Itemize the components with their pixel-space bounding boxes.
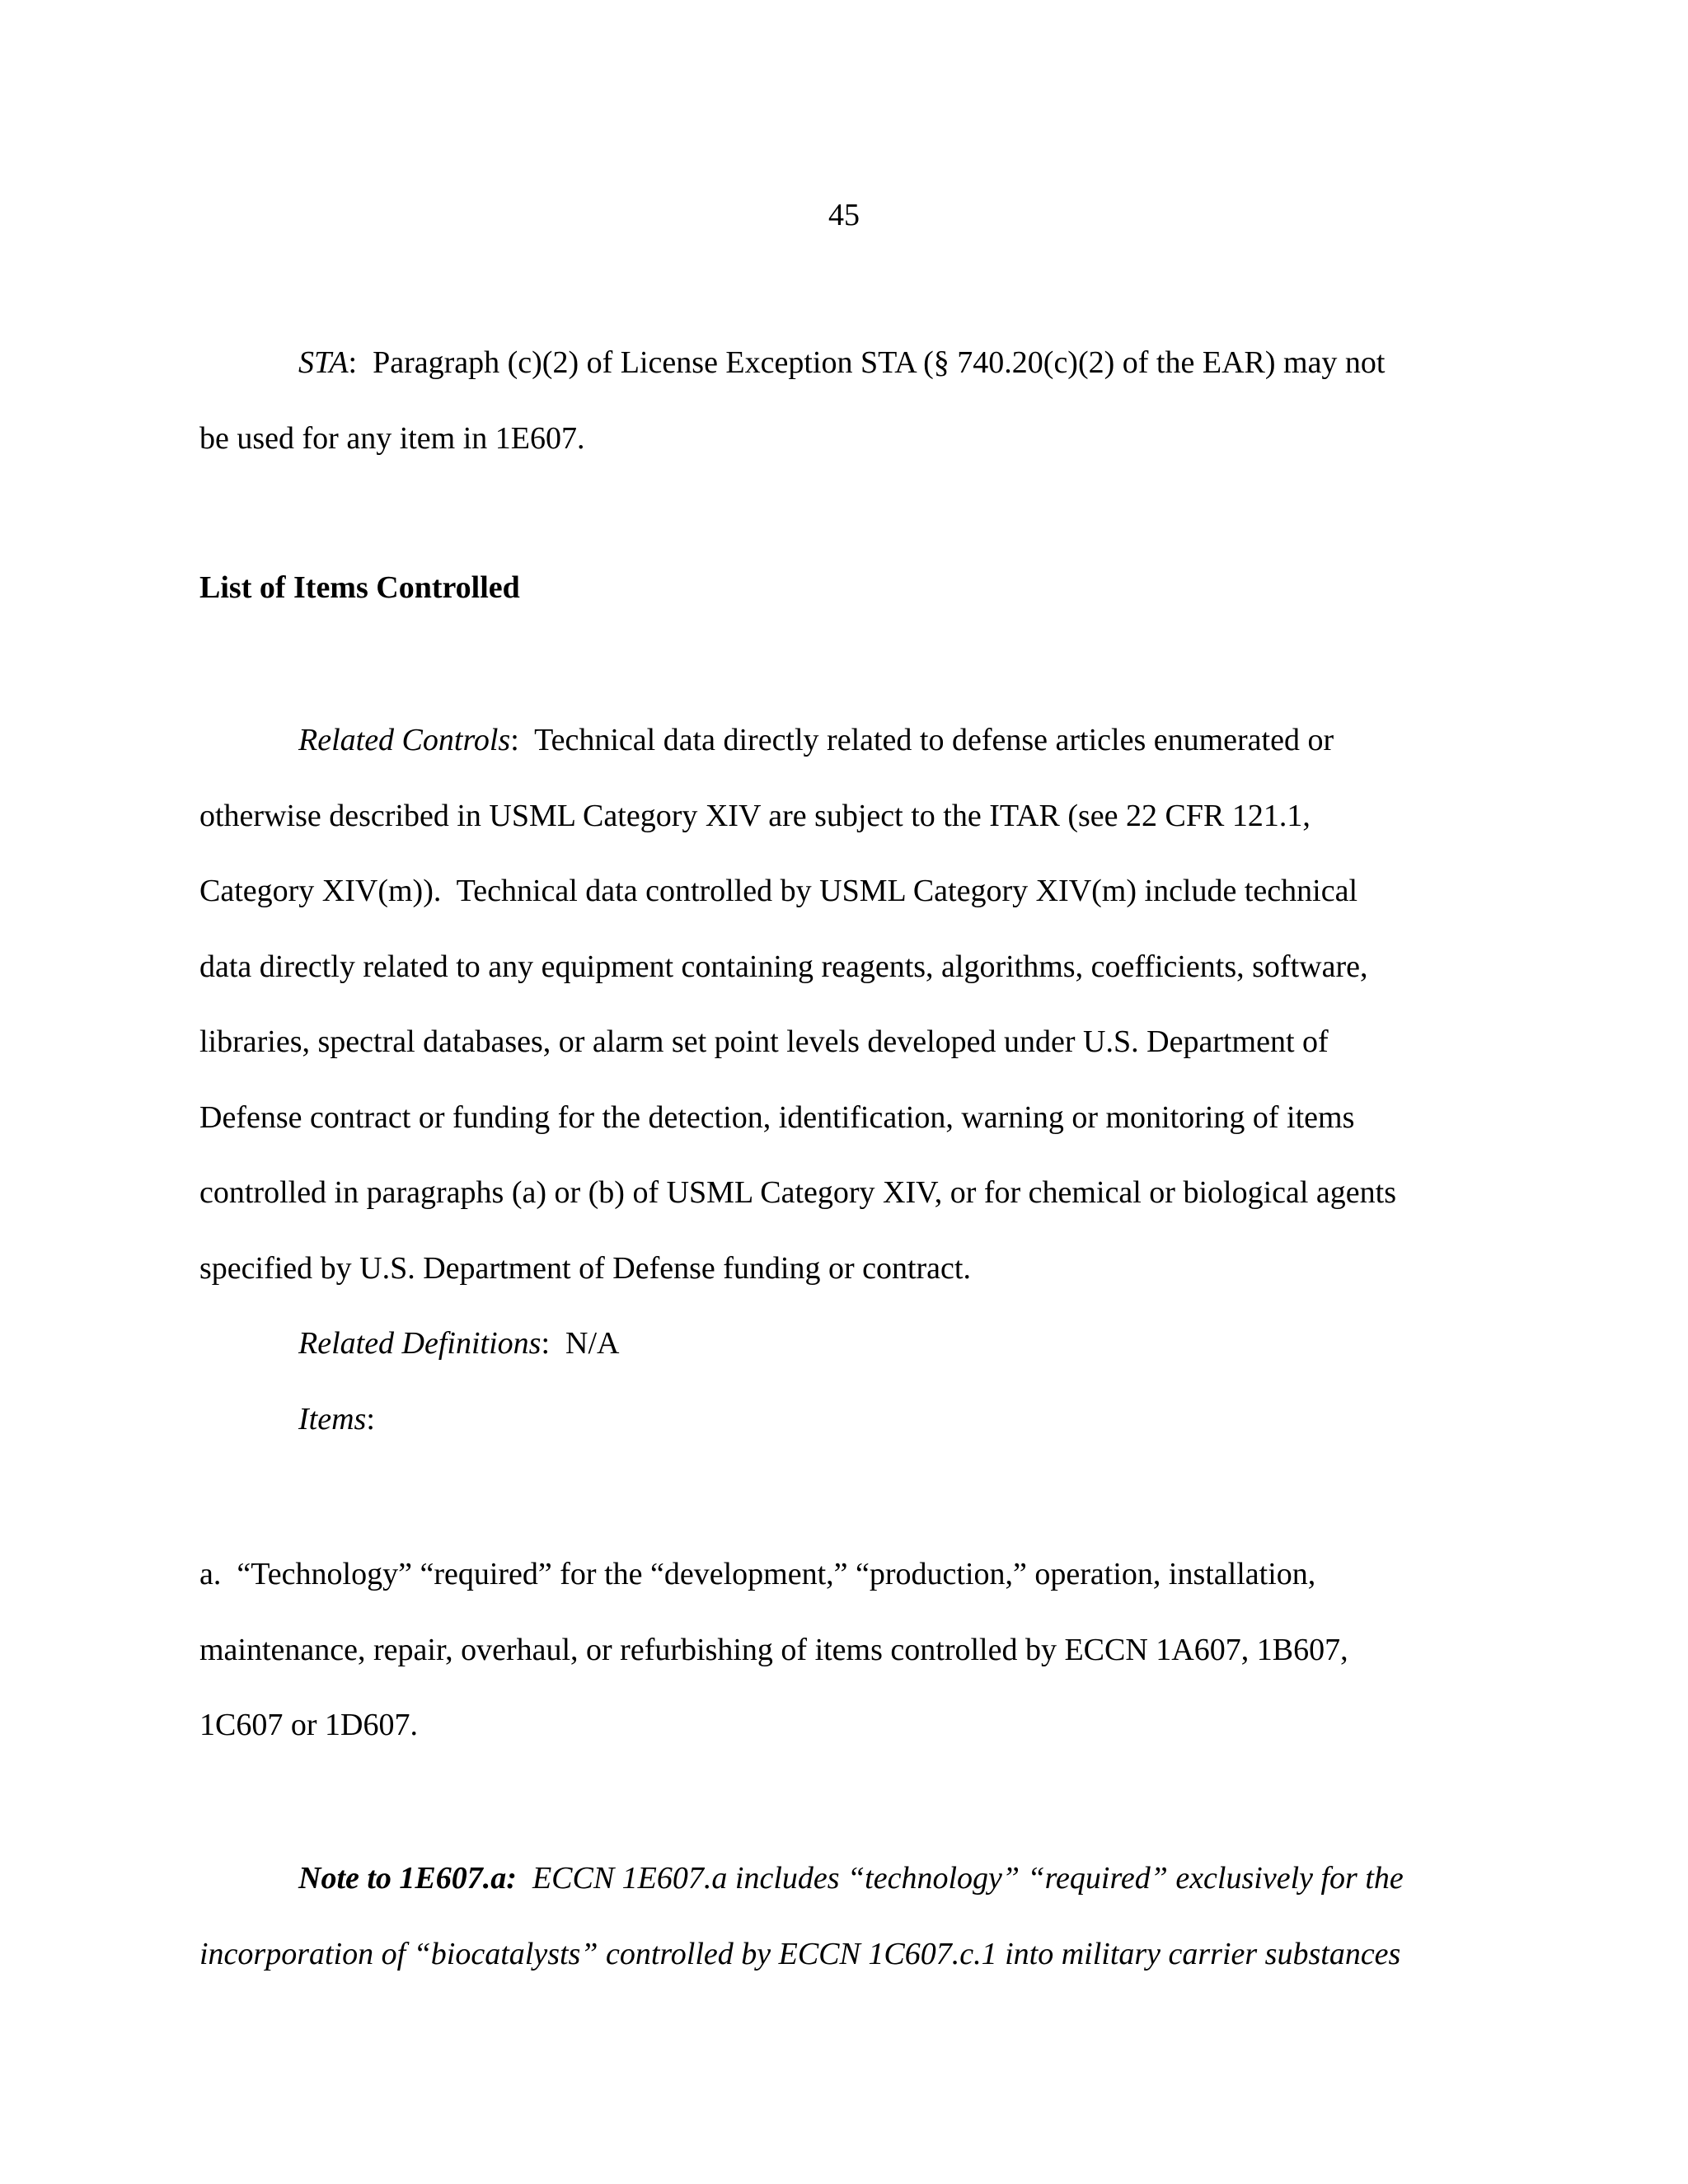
items-line — [199, 1382, 1535, 1458]
related-controls-line-1 — [199, 703, 1535, 779]
sta-line-2: be used for any item in 1E607. — [199, 420, 585, 456]
related-definitions-separator: : — [541, 1326, 566, 1361]
related-controls-label: Related Controls — [298, 723, 511, 757]
section-heading: List of Items Controlled — [199, 570, 520, 605]
sta-text-1: Paragraph (c)(2) of License Exception STA (§ 740.20(c)(2) of the EAR) may not — [373, 345, 1386, 380]
related-controls-line-7: controlled in paragraphs (a) or (b) of USML Category XIV, or for chemical or biological agents — [199, 1175, 1396, 1210]
related-controls-line-5: libraries, spectral databases, or alarm set point levels developed under U.S. Department of — [199, 1024, 1329, 1059]
related-controls-paragraph — [199, 703, 1535, 1457]
note-line-2: incorporation of “biocatalysts” controlled by ECCN 1C607.c.1 into military carrier substances — [199, 1936, 1401, 1971]
sta-paragraph — [199, 326, 1535, 476]
page-number: 45 — [828, 198, 860, 232]
item-a-paragraph — [199, 1537, 1535, 1764]
note-label: Note to 1E607.a: — [298, 1861, 517, 1896]
related-controls-line-3: Category XIV(m)). Technical data controlled by USML Category XIV(m) include technical — [199, 874, 1357, 908]
related-controls-line-6: Defense contract or funding for the detection, identification, warning or monitoring of items — [199, 1099, 1355, 1135]
sta-separator: : — [348, 345, 373, 380]
sta-label: STA — [298, 345, 349, 380]
item-a-line-3: 1C607 or 1D607. — [199, 1708, 418, 1742]
related-controls-separator: : — [510, 723, 535, 757]
items-label: Items — [298, 1401, 367, 1436]
related-controls-line-4: data directly related to any equipment containing reagents, algorithms, coefficients, software, — [199, 949, 1368, 984]
item-a-line-2: maintenance, repair, overhaul, or refurbishing of items controlled by ECCN 1A607, 1B607, — [199, 1632, 1348, 1667]
items-separator: : — [366, 1401, 375, 1436]
related-controls-line-8: specified by U.S. Department of Defense funding or contract. — [199, 1250, 971, 1286]
related-definitions-line — [199, 1306, 1535, 1382]
item-a-line-1: a. “Technology” “required” for the “development,” “production,” operation, installation, — [199, 1557, 1316, 1591]
related-controls-text-1: Technical data directly related to defense articles enumerated or — [534, 723, 1334, 757]
sta-line-1 — [199, 326, 1535, 401]
related-definitions-value: N/A — [565, 1326, 620, 1361]
note-line-1 — [199, 1841, 1535, 1917]
note-paragraph — [199, 1841, 1535, 1992]
related-definitions-label: Related Definitions — [298, 1326, 542, 1361]
related-controls-line-2: otherwise described in USML Category XIV are subject to the ITAR (see 22 CFR 121.1, — [199, 798, 1311, 833]
note-text-1: ECCN 1E607.a includes “technology” “required” exclusively for the — [532, 1861, 1404, 1896]
